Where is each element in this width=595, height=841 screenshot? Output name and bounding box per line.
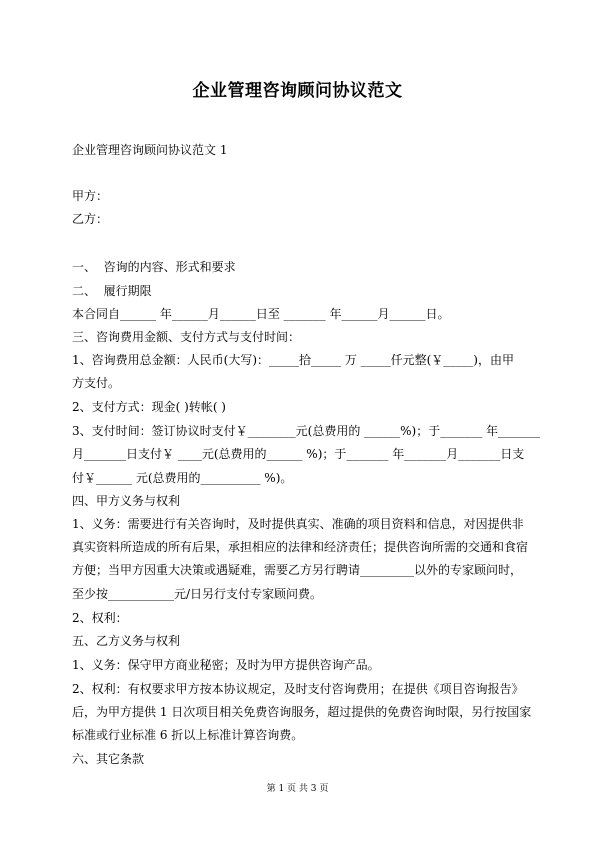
body-line: 后，为甲方提供 1 日次项目相关免费咨询服务，超过提供的免费咨询时限，另行按国家 xyxy=(72,705,532,719)
body-line: 付￥______ 元(总费用的__________ %)。 xyxy=(72,471,293,485)
document-subtitle: 企业管理咨询顾问协议范文 1 xyxy=(72,143,228,157)
party-a-line: 甲方： xyxy=(72,189,109,203)
body-line: 1、咨询费用总金额：人民币(大写)：_____拾_____ 万 _____仟元整(￥_____)，由甲 xyxy=(72,353,514,367)
body-line: 2、支付方式：现金( )转帐( ) xyxy=(72,400,226,414)
body-line: 本合同自______ 年______月______日至 _______ 年______月______日。 xyxy=(72,307,450,321)
section-heading: 六、其它条款 xyxy=(72,752,145,766)
body-line: 2、权利：有权要求甲方按本协议规定，及时支付咨询费用；在提供《项目咨询报告》 xyxy=(72,682,524,696)
body-line: 方支付。 xyxy=(72,376,121,390)
section-heading: 三、咨询费用金额、支付方式与支付时间： xyxy=(72,330,301,344)
body-line: 3、支付时间：签订协议时支付￥________元(总费用的 ______%)；于_______ 年_______ xyxy=(72,424,541,438)
body-line: 标准或行业标准 6 折以上标准计算咨询费。 xyxy=(72,728,304,742)
body-line: 2、权利： xyxy=(72,611,128,625)
body-line: 真实资料所造成的所有后果，承担相应的法律和经济责任；提供咨询所需的交通和食宿 xyxy=(72,540,529,554)
section-heading: 二、 履行期限 xyxy=(72,284,152,298)
section-heading: 一、 咨询的内容、形式和要求 xyxy=(72,260,236,274)
body-line: 方便；当甲方因重大决策或遇疑难，需要乙方另行聘请_________以外的专家顾问时， xyxy=(72,563,523,577)
page-footer: 第 1 页 共 3 页 xyxy=(266,784,329,794)
body-line: 至少按___________元/日另行支付专家顾问费。 xyxy=(72,587,323,601)
party-b-line: 乙方： xyxy=(72,212,109,226)
document-title: 企业管理咨询顾问协议范文 xyxy=(192,81,403,101)
body-line: 1、义务：保守甲方商业秘密；及时为甲方提供咨询产品。 xyxy=(72,658,380,672)
body-line: 月_______日支付￥ ____元(总费用的______ %)；于_______ 年_______月_______日支 xyxy=(72,447,525,461)
section-heading: 五、乙方义务与权利 xyxy=(72,634,181,648)
body-line: 1、义务：需要进行有关咨询时，及时提供真实、准确的项目资料和信息，对因提供非 xyxy=(72,517,524,531)
section-heading: 四、甲方义务与权利 xyxy=(72,494,181,508)
